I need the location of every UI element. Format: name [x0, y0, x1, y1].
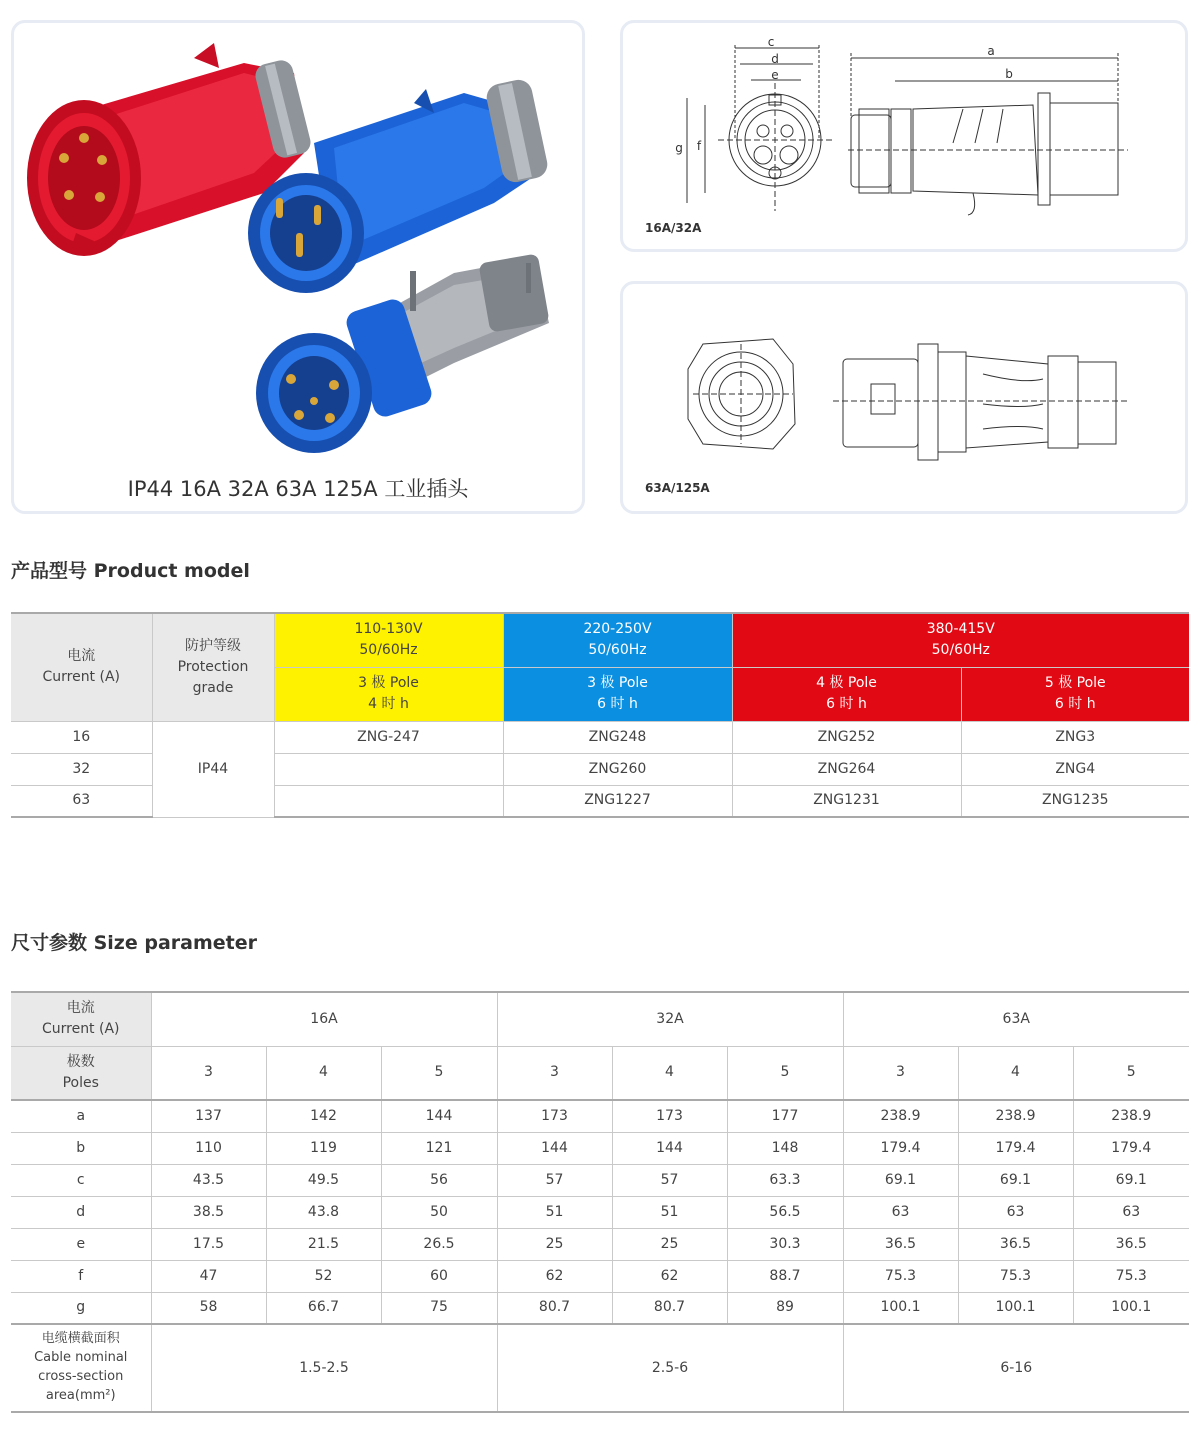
- pole-cell: 3: [843, 1046, 958, 1100]
- cell-model: ZNG-247: [274, 721, 503, 753]
- hdr-pole-110: 3 极 Pole 4 时 h: [274, 667, 503, 721]
- side-view: [848, 53, 1128, 215]
- table-row: [11, 1196, 1189, 1228]
- cell-model: ZNG1227: [503, 785, 732, 817]
- size-value-cell: 238.9: [1073, 1100, 1189, 1132]
- size-value-cell: 50: [381, 1196, 497, 1228]
- row-label: f: [11, 1260, 151, 1292]
- plug-photos: [14, 23, 582, 463]
- hdr-voltage-110: 110-130V 50/60Hz: [274, 613, 503, 667]
- pole-cell: 3: [497, 1046, 612, 1100]
- row-label: a: [11, 1100, 151, 1132]
- size-value-cell: 100.1: [958, 1292, 1073, 1324]
- cell-model: ZNG252: [732, 721, 961, 753]
- size-value-cell: 119: [266, 1132, 381, 1164]
- size-value-cell: 52: [266, 1260, 381, 1292]
- size-value-cell: 47: [151, 1260, 266, 1292]
- dimension-drawing-16a-32a: [623, 23, 1185, 249]
- pole-cell: 4: [958, 1046, 1073, 1100]
- table-row: [11, 1228, 1189, 1260]
- size-value-cell: 80.7: [612, 1292, 727, 1324]
- cell-model: ZNG264: [732, 753, 961, 785]
- cell-model: [274, 753, 503, 785]
- side-view-63a: [833, 344, 1128, 460]
- hdr-group-16a: 16A: [151, 992, 497, 1046]
- table-row: [11, 1100, 1189, 1132]
- row-label: b: [11, 1132, 151, 1164]
- size-value-cell: 25: [497, 1228, 612, 1260]
- pole-cell: 4: [612, 1046, 727, 1100]
- size-value-cell: 80.7: [497, 1292, 612, 1324]
- size-value-cell: 56.5: [727, 1196, 843, 1228]
- size-value-cell: 63: [843, 1196, 958, 1228]
- drawing-label-63a-125a: 63A/125A: [645, 481, 710, 495]
- size-value-cell: 238.9: [843, 1100, 958, 1132]
- hdr-current: 电流 Current (A): [11, 992, 151, 1046]
- dim-label-f: f: [696, 139, 702, 153]
- hdr-voltage-380: 380-415V 50/60Hz: [732, 613, 1189, 667]
- size-value-cell: 51: [612, 1196, 727, 1228]
- product-photo-card: [11, 20, 585, 514]
- hdr-protection-grade: 防护等级 Protection grade: [152, 613, 274, 721]
- drawing-label-16a-32a: 16A/32A: [645, 221, 702, 235]
- cable-value-16a: 1.5-2.5: [151, 1324, 497, 1412]
- size-value-cell: 148: [727, 1132, 843, 1164]
- row-label: e: [11, 1228, 151, 1260]
- size-value-cell: 121: [381, 1132, 497, 1164]
- size-value-cell: 62: [612, 1260, 727, 1292]
- cell-model: ZNG3: [961, 721, 1189, 753]
- pole-cell: 5: [381, 1046, 497, 1100]
- hdr-poles: 极数 Poles: [11, 1046, 151, 1100]
- hdr-pole-220: 3 极 Pole 6 时 h: [503, 667, 732, 721]
- cell-model: ZNG1231: [732, 785, 961, 817]
- dimension-drawing-63a-125a: [623, 284, 1185, 510]
- size-rows: [11, 1100, 1189, 1324]
- table-row: [11, 721, 1189, 753]
- size-value-cell: 21.5: [266, 1228, 381, 1260]
- photo-caption: IP44 16A 32A 63A 125A 工业插头: [127, 477, 469, 501]
- cell-model: [274, 785, 503, 817]
- size-value-cell: 173: [497, 1100, 612, 1132]
- size-value-cell: 75.3: [1073, 1260, 1189, 1292]
- cell-current: 32: [11, 753, 152, 785]
- size-value-cell: 49.5: [266, 1164, 381, 1196]
- size-value-cell: 177: [727, 1100, 843, 1132]
- product-model-title: 产品型号 Product model: [11, 560, 250, 582]
- size-value-cell: 75.3: [843, 1260, 958, 1292]
- size-value-cell: 144: [612, 1132, 727, 1164]
- cell-model: ZNG4: [961, 753, 1189, 785]
- size-value-cell: 75: [381, 1292, 497, 1324]
- dim-label-g: g: [675, 141, 683, 155]
- cell-current: 16: [11, 721, 152, 753]
- size-value-cell: 63: [1073, 1196, 1189, 1228]
- size-value-cell: 56: [381, 1164, 497, 1196]
- size-value-cell: 100.1: [843, 1292, 958, 1324]
- row-label: c: [11, 1164, 151, 1196]
- size-value-cell: 51: [497, 1196, 612, 1228]
- size-value-cell: 57: [497, 1164, 612, 1196]
- pole-cell: 3: [151, 1046, 266, 1100]
- dim-label-a: a: [987, 44, 995, 58]
- pole-cell: 4: [266, 1046, 381, 1100]
- size-parameter-title: 尺寸参数 Size parameter: [11, 932, 258, 954]
- hdr-voltage-220: 220-250V 50/60Hz: [503, 613, 732, 667]
- cable-value-63a: 6-16: [843, 1324, 1189, 1412]
- size-value-cell: 238.9: [958, 1100, 1073, 1132]
- size-value-cell: 43.5: [151, 1164, 266, 1196]
- cell-model: ZNG1235: [961, 785, 1189, 817]
- size-value-cell: 173: [612, 1100, 727, 1132]
- size-value-cell: 69.1: [1073, 1164, 1189, 1196]
- cell-current: 63: [11, 785, 152, 817]
- size-value-cell: 69.1: [958, 1164, 1073, 1196]
- size-value-cell: 179.4: [843, 1132, 958, 1164]
- cell-model: ZNG248: [503, 721, 732, 753]
- dim-label-e: e: [771, 68, 779, 82]
- cell-grade: IP44: [152, 721, 274, 817]
- hdr-current: 电流 Current (A): [11, 613, 152, 721]
- front-view-63a: [688, 339, 795, 449]
- size-value-cell: 63.3: [727, 1164, 843, 1196]
- pole-cell: 5: [1073, 1046, 1189, 1100]
- size-value-cell: 36.5: [843, 1228, 958, 1260]
- size-value-cell: 100.1: [1073, 1292, 1189, 1324]
- cell-model: ZNG260: [503, 753, 732, 785]
- size-value-cell: 36.5: [1073, 1228, 1189, 1260]
- cable-label: 电缆横截面积 Cable nominal cross-section area(mm²): [11, 1324, 151, 1412]
- size-value-cell: 69.1: [843, 1164, 958, 1196]
- front-view: [687, 45, 833, 211]
- size-value-cell: 75.3: [958, 1260, 1073, 1292]
- row-label: g: [11, 1292, 151, 1324]
- size-value-cell: 66.7: [266, 1292, 381, 1324]
- pole-cell: 5: [727, 1046, 843, 1100]
- size-value-cell: 25: [612, 1228, 727, 1260]
- size-value-cell: 179.4: [958, 1132, 1073, 1164]
- size-value-cell: 26.5: [381, 1228, 497, 1260]
- table-row: [11, 1292, 1189, 1324]
- size-value-cell: 38.5: [151, 1196, 266, 1228]
- hdr-group-32a: 32A: [497, 992, 843, 1046]
- size-value-cell: 43.8: [266, 1196, 381, 1228]
- size-value-cell: 62: [497, 1260, 612, 1292]
- size-value-cell: 144: [381, 1100, 497, 1132]
- table-row: [11, 1260, 1189, 1292]
- size-value-cell: 110: [151, 1132, 266, 1164]
- size-value-cell: 30.3: [727, 1228, 843, 1260]
- size-value-cell: 179.4: [1073, 1132, 1189, 1164]
- size-value-cell: 89: [727, 1292, 843, 1324]
- size-value-cell: 36.5: [958, 1228, 1073, 1260]
- table-row: [11, 1164, 1189, 1196]
- size-value-cell: 88.7: [727, 1260, 843, 1292]
- hdr-pole-380-5: 5 极 Pole 6 时 h: [961, 667, 1189, 721]
- dim-label-c: c: [767, 35, 775, 49]
- size-value-cell: 57: [612, 1164, 727, 1196]
- size-parameter-table: [11, 991, 1189, 1413]
- hdr-group-63a: 63A: [843, 992, 1189, 1046]
- size-value-cell: 60: [381, 1260, 497, 1292]
- size-value-cell: 137: [151, 1100, 266, 1132]
- drawing-card-16a-32a: [620, 20, 1188, 252]
- drawing-card-63a-125a: [620, 281, 1188, 514]
- size-value-cell: 142: [266, 1100, 381, 1132]
- table-row: [11, 1132, 1189, 1164]
- size-value-cell: 17.5: [151, 1228, 266, 1260]
- size-value-cell: 63: [958, 1196, 1073, 1228]
- dim-label-b: b: [1005, 67, 1013, 81]
- row-label: d: [11, 1196, 151, 1228]
- dim-label-d: d: [771, 52, 779, 66]
- hdr-pole-380-4: 4 极 Pole 6 时 h: [732, 667, 961, 721]
- size-value-cell: 144: [497, 1132, 612, 1164]
- product-model-table: [11, 612, 1189, 818]
- size-value-cell: 58: [151, 1292, 266, 1324]
- cable-value-32a: 2.5-6: [497, 1324, 843, 1412]
